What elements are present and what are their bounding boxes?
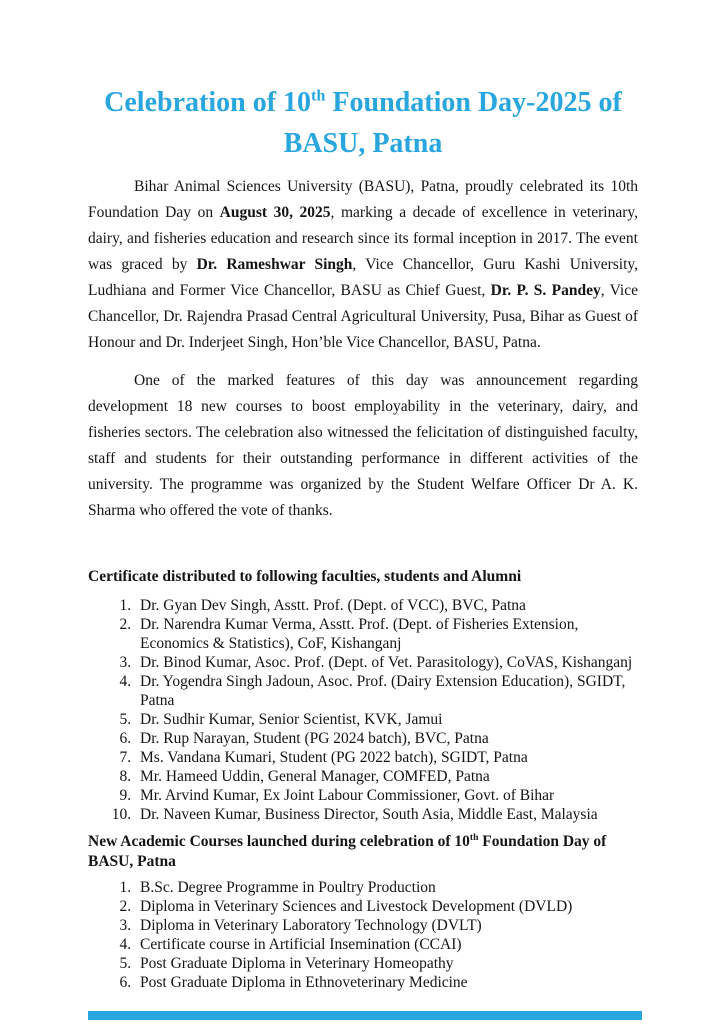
- features-paragraph: One of the marked features of this day was announcement regarding development 18 new courses to boost employability in the veterinary, dairy, and fisheries sectors. The celebration also witnessed the felicitation of distinguished faculty, staff and students for their outstanding performance in different activities of the university. The programme was organized by the Student Welfare Officer Dr A. K. Sharma who offered the vote of thanks.: [88, 372, 638, 519]
- certificate-list-item: 1. Dr. Gyan Dev Singh, Asstt. Prof. (Dept. of VCC), BVC, Patna: [135, 596, 638, 615]
- certificate-list-item: 5. Dr. Sudhir Kumar, Senior Scientist, KVK, Jamui: [135, 710, 638, 729]
- title-line-1-prefix: Celebration of 10: [104, 87, 312, 118]
- certificate-list-item: 3. Dr. Binod Kumar, Asoc. Prof. (Dept. of Vet. Parasitology), CoVAS, Kishanganj: [135, 653, 638, 672]
- courses-heading-ordinal-superscript: th: [469, 831, 479, 843]
- title-line-2: BASU, Patna: [283, 128, 443, 159]
- certificate-list-item: 2. Dr. Narendra Kumar Verma, Asstt. Prof. (Dept. of Fisheries Extension, Economics & Statistics), CoF, Kishanganj: [135, 615, 638, 653]
- certificates-section-heading: Certificate distributed to following faculties, students and Alumni: [88, 568, 522, 585]
- foundation-date-bold: August 30, 2025: [219, 204, 331, 221]
- title-line-1: [88, 82, 638, 123]
- title-line-1-suffix: Foundation Day-2025 of: [325, 87, 622, 118]
- certificate-list-item: 7. Ms. Vandana Kumari, Student (PG 2022 batch), SGIDT, Patna: [135, 748, 638, 767]
- title-ordinal-superscript: th: [311, 86, 326, 105]
- chief-guest-name-bold: Dr. Rameshwar Singh: [196, 256, 353, 273]
- certificate-list-item: 9. Mr. Arvind Kumar, Ex Joint Labour Commissioner, Govt. of Bihar: [135, 786, 638, 805]
- courses-heading-prefix: New Academic Courses launched during celebration of 10: [88, 833, 470, 850]
- course-list-item: 6. Post Graduate Diploma in Ethnoveterinary Medicine: [135, 973, 638, 992]
- course-list-item: 2. Diploma in Veterinary Sciences and Livestock Development (DVLD): [135, 897, 638, 916]
- course-list-item: 1. B.Sc. Degree Programme in Poultry Production: [135, 878, 638, 897]
- intro-text-2: , marking a decade of excellence in veterinary, dairy, and fisheries education and research since its formal inception in 2017. The event was graced by: [88, 204, 638, 273]
- intro-text-1: Bihar Animal Sciences University (BASU), Patna, proudly celebrated its 10th Foundation Day on: [88, 178, 638, 221]
- intro-text-4: , Vice Chancellor, Dr. Rajendra Prasad Central Agricultural University, Pusa, Bihar as Guest of Honour and Dr. Inderjeet Singh, Hon’ble Vice Chancellor, BASU, Patna.: [88, 282, 639, 351]
- certificate-list-item: 8. Mr. Hameed Uddin, General Manager, COMFED, Patna: [135, 767, 638, 786]
- intro-text-3: , Vice Chancellor, Guru Kashi University, Ludhiana and Former Vice Chancellor, BASU as Chief Guest,: [88, 256, 639, 299]
- course-list-item: 3. Diploma in Veterinary Laboratory Technology (DVLT): [135, 916, 638, 935]
- certificate-list-item: 4. Dr. Yogendra Singh Jadoun, Asoc. Prof. (Dairy Extension Education), SGIDT, Patna: [135, 672, 638, 710]
- guest-of-honour-name-bold: Dr. P. S. Pandey: [490, 282, 601, 299]
- footer-accent-bar: [88, 1011, 642, 1020]
- courses-section-heading: [88, 832, 638, 872]
- intro-paragraph: [88, 174, 638, 356]
- courses-list: [88, 878, 638, 992]
- courses-heading-suffix: Foundation Day of BASU, Patna: [88, 833, 607, 870]
- course-list-item: 5. Post Graduate Diploma in Veterinary Homeopathy: [135, 954, 638, 973]
- document-title: [88, 82, 638, 164]
- course-list-item: 4. Certificate course in Artificial Insemination (CCAI): [135, 935, 638, 954]
- certificate-list-item: 10. Dr. Naveen Kumar, Business Director, South Asia, Middle East, Malaysia: [135, 805, 638, 824]
- certificate-list-item: 6. Dr. Rup Narayan, Student (PG 2024 batch), BVC, Patna: [135, 729, 638, 748]
- certificates-list: [88, 596, 638, 824]
